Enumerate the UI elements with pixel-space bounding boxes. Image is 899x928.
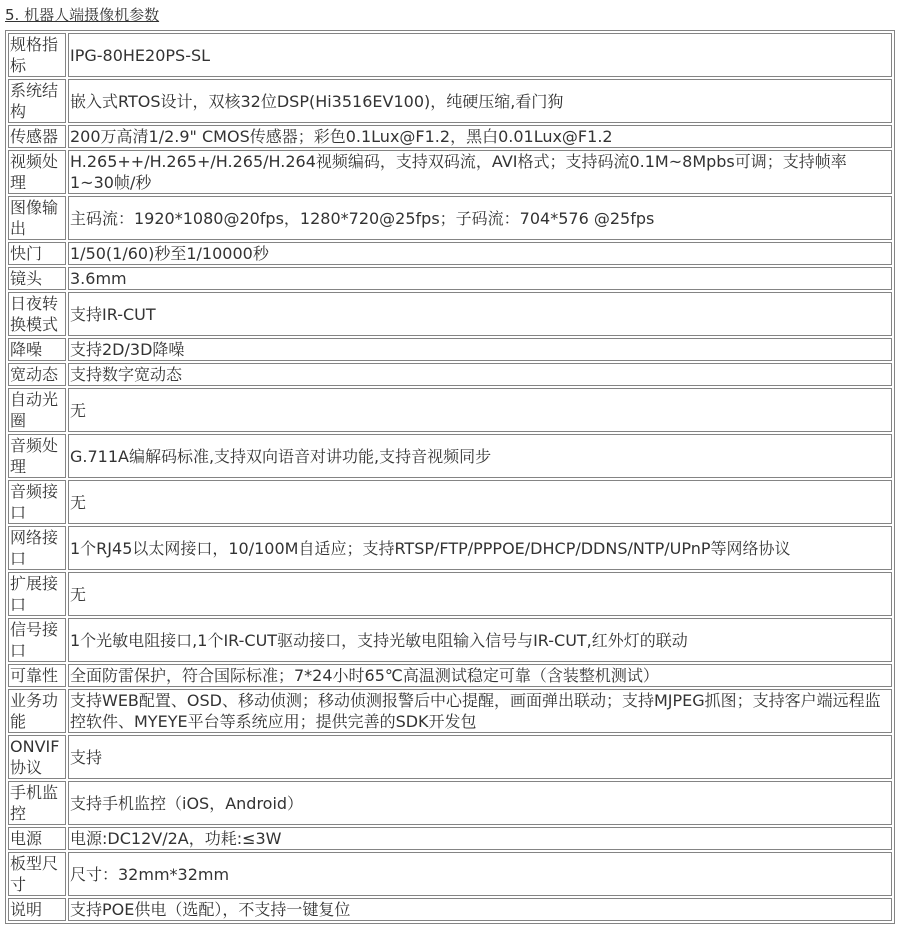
spec-value: 无 [68,572,892,616]
spec-label: 信号接口 [8,618,66,662]
section-title: 5. 机器人端摄像机参数 [5,6,160,24]
table-row [8,689,892,733]
table-row [8,572,892,616]
spec-value: 尺寸：32mm*32mm [68,852,892,896]
table-row [8,664,892,687]
table-row [8,363,892,386]
spec-label: 系统结构 [8,79,66,123]
spec-label: 手机监控 [8,781,66,825]
table-row [8,480,892,524]
spec-value: 支持数字宽动态 [68,363,892,386]
spec-label: 说明 [8,898,66,921]
table-row [8,526,892,570]
table-row [8,33,892,77]
table-row [8,735,892,779]
spec-label: 日夜转换模式 [8,292,66,336]
table-row [8,150,892,194]
spec-label: 宽动态 [8,363,66,386]
table-row [8,852,892,896]
table-row [8,434,892,478]
spec-value: 支持 [68,735,892,779]
table-row [8,827,892,850]
table-row [8,388,892,432]
spec-value: 支持手机监控（iOS，Android） [68,781,892,825]
spec-value: 3.6mm [68,267,892,290]
table-row [8,196,892,240]
spec-label: 图像输出 [8,196,66,240]
spec-label: 镜头 [8,267,66,290]
spec-value: 支持2D/3D降噪 [68,338,892,361]
spec-label: 板型尺寸 [8,852,66,896]
spec-value: G.711A编解码标准,支持双向语音对讲功能,支持音视频同步 [68,434,892,478]
spec-label: 音频处理 [8,434,66,478]
table-row [8,79,892,123]
spec-value: IPG-80HE20PS-SL [68,33,892,77]
spec-value: 支持WEB配置、OSD、移动侦测；移动侦测报警后中心提醒，画面弹出联动；支持MJPEG抓图；支持客户端远程监控软件、MYEYE平台等系统应用；提供完善的SDK开发包 [68,689,892,733]
table-row [8,292,892,336]
table-row [8,618,892,662]
spec-label: 快门 [8,242,66,265]
spec-label: 音频接口 [8,480,66,524]
spec-value: 嵌入式RTOS设计，双核32位DSP(Hi3516EV100)，纯硬压缩,看门狗 [68,79,892,123]
spec-value: 200万高清1/2.9" CMOS传感器；彩色0.1Lux@F1.2，黑白0.01Lux@F1.2 [68,125,892,148]
spec-value: 全面防雷保护，符合国际标准；7*24小时65℃高温测试稳定可靠（含装整机测试） [68,664,892,687]
spec-label: 可靠性 [8,664,66,687]
spec-value: 1个RJ45以太网接口，10/100M自适应；支持RTSP/FTP/PPPOE/DHCP/DDNS/NTP/UPnP等网络协议 [68,526,892,570]
table-row [8,242,892,265]
spec-label: 视频处理 [8,150,66,194]
spec-label: 电源 [8,827,66,850]
spec-label: 降噪 [8,338,66,361]
spec-value: 支持POE供电（选配），不支持一键复位 [68,898,892,921]
spec-label: 扩展接口 [8,572,66,616]
spec-label: 自动光圈 [8,388,66,432]
spec-label: ONVIF协议 [8,735,66,779]
spec-value: H.265++/H.265+/H.265/H.264视频编码，支持双码流，AVI格式；支持码流0.1M~8Mpbs可调；支持帧率1~30帧/秒 [68,150,892,194]
spec-label: 业务功能 [8,689,66,733]
spec-label: 传感器 [8,125,66,148]
spec-value: 电源:DC12V/2A，功耗:≤3W [68,827,892,850]
spec-value: 无 [68,480,892,524]
table-row [8,338,892,361]
spec-value: 无 [68,388,892,432]
camera-spec-table [5,30,895,924]
table-row [8,267,892,290]
spec-value: 主码流：1920*1080@20fps，1280*720@25fps；子码流：704*576 @25fps [68,196,892,240]
spec-value: 支持IR-CUT [68,292,892,336]
table-row [8,898,892,921]
table-row [8,781,892,825]
spec-value: 1/50(1/60)秒至1/10000秒 [68,242,892,265]
spec-label: 规格指标 [8,33,66,77]
spec-label: 网络接口 [8,526,66,570]
spec-value: 1个光敏电阻接口,1个IR-CUT驱动接口，支持光敏电阻输入信号与IR-CUT,红外灯的联动 [68,618,892,662]
table-row [8,125,892,148]
